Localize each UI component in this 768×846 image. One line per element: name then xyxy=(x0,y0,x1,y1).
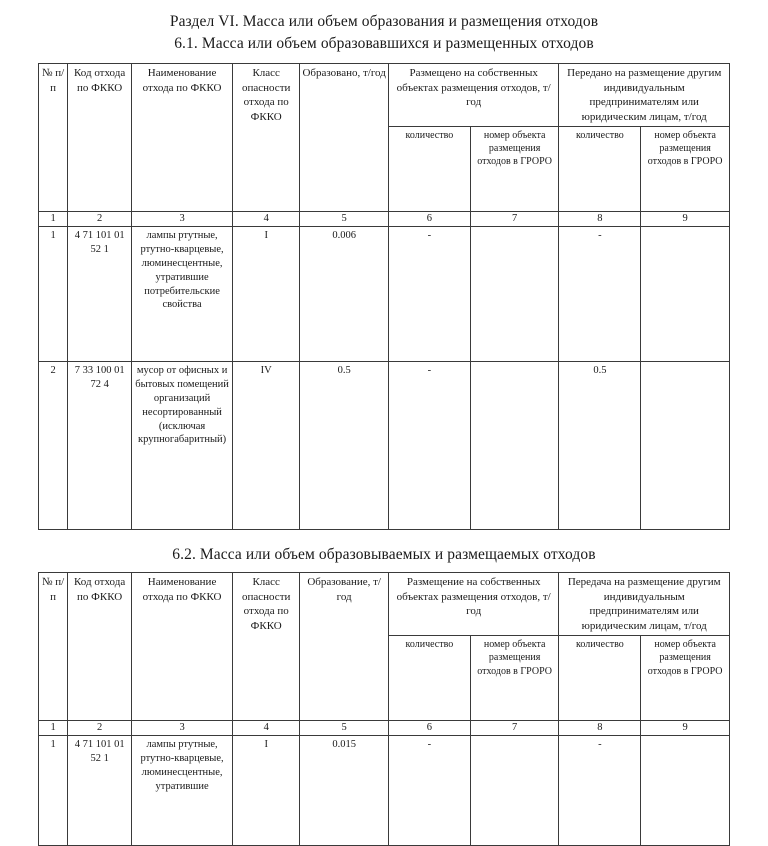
header-own-groro-number: номер объекта размещения отходов в ГРОРО xyxy=(470,127,559,212)
column-number: 4 xyxy=(233,212,300,227)
column-number: 7 xyxy=(470,721,559,736)
column-number: 2 xyxy=(68,721,132,736)
cell-transfer-quantity: - xyxy=(559,736,641,846)
column-number: 8 xyxy=(559,212,641,227)
header-group-own-placement: Размещено на собственных объектах размещения отходов, т/год xyxy=(388,64,558,127)
cell-own-quantity: - xyxy=(388,227,470,362)
cell-transfer-quantity: - xyxy=(559,227,641,362)
header-transfer-quantity: количество xyxy=(559,127,641,212)
header-num: № п/п xyxy=(39,64,68,212)
cell-hazard-class: IV xyxy=(233,362,300,530)
column-number: 6 xyxy=(388,721,470,736)
cell-num: 1 xyxy=(39,227,68,362)
column-number: 8 xyxy=(559,721,641,736)
cell-generated: 0.006 xyxy=(300,227,389,362)
cell-num: 2 xyxy=(39,362,68,530)
cell-transfer-groro xyxy=(641,227,730,362)
cell-own-groro xyxy=(470,227,559,362)
header-code: Код отхода по ФККО xyxy=(68,64,132,212)
header-hazard-class: Класс опасности отхода по ФККО xyxy=(233,573,300,721)
cell-name: лампы ртутные, ртутно-кварцевые, люминесцентные, утратившие xyxy=(132,736,233,846)
table-6-2-body xyxy=(39,736,730,846)
header-generation: Образование, т/год xyxy=(300,573,389,721)
cell-code: 4 71 101 01 52 1 xyxy=(68,736,132,846)
table-row xyxy=(39,736,730,846)
title-block xyxy=(0,0,768,55)
cell-num: 1 xyxy=(39,736,68,846)
table-row xyxy=(39,362,730,530)
header-name: Наименование отхода по ФККО xyxy=(132,64,233,212)
section-title: Раздел VI. Масса или объем образования и размещения отходов xyxy=(169,13,599,30)
header-num: № п/п xyxy=(39,573,68,721)
header-own-groro-number: номер объекта размещения отходов в ГРОРО xyxy=(470,636,559,721)
column-number: 2 xyxy=(68,212,132,227)
cell-own-quantity: - xyxy=(388,736,470,846)
cell-own-quantity: - xyxy=(388,362,470,530)
column-number: 1 xyxy=(39,721,68,736)
table-row xyxy=(39,227,730,362)
header-group-own-placement: Размещение на собственных объектах размещения отходов, т/год xyxy=(388,573,558,636)
header-transfer-quantity: количество xyxy=(559,636,641,721)
subsection-1-title: 6.1. Масса или объем образовавшихся и размещенных отходов xyxy=(174,35,594,52)
table-6-1-body xyxy=(39,227,730,530)
column-number: 5 xyxy=(300,721,389,736)
table-6-2-wrapper xyxy=(38,572,730,846)
column-number: 9 xyxy=(641,212,730,227)
cell-code: 4 71 101 01 52 1 xyxy=(68,227,132,362)
cell-generation: 0.015 xyxy=(300,736,389,846)
cell-generated: 0.5 xyxy=(300,362,389,530)
table-6-1-wrapper xyxy=(38,63,730,530)
header-group-transfer-placement: Передача на размещение другим индивидуальным предпринимателям или юридическим лицам, т/год xyxy=(559,573,730,636)
cell-hazard-class: I xyxy=(233,227,300,362)
header-own-quantity: количество xyxy=(388,127,470,212)
table-6-1-numbering-row xyxy=(39,212,730,227)
subsection-2-title: 6.2. Масса или объем образовываемых и размещаемых отходов xyxy=(172,546,596,564)
table-6-1 xyxy=(38,63,730,530)
table-6-1-header-row-main xyxy=(39,64,730,127)
column-number: 5 xyxy=(300,212,389,227)
cell-own-groro xyxy=(470,736,559,846)
column-number: 6 xyxy=(388,212,470,227)
header-hazard-class: Класс опасности отхода по ФККО xyxy=(233,64,300,212)
header-group-transfer-placement: Передано на размещение другим индивидуальным предпринимателям или юридическим лицам, т/год xyxy=(559,64,730,127)
table-6-2-header-row-main xyxy=(39,573,730,636)
cell-code: 7 33 100 01 72 4 xyxy=(68,362,132,530)
cell-name: лампы ртутные, ртутно-кварцевые, люминесцентные, утратившие потребительские свойства xyxy=(132,227,233,362)
header-own-quantity: количество xyxy=(388,636,470,721)
column-number: 3 xyxy=(132,212,233,227)
cell-transfer-quantity: 0.5 xyxy=(559,362,641,530)
cell-transfer-groro xyxy=(641,736,730,846)
cell-own-groro xyxy=(470,362,559,530)
column-number: 7 xyxy=(470,212,559,227)
column-number: 3 xyxy=(132,721,233,736)
cell-name: мусор от офисных и бытовых помещений организаций несортированный (исключая крупногабаритный) xyxy=(132,362,233,530)
column-number: 1 xyxy=(39,212,68,227)
cell-transfer-groro xyxy=(641,362,730,530)
table-6-2-numbering-row xyxy=(39,721,730,736)
header-transfer-groro-number: номер объекта размещения отходов в ГРОРО xyxy=(641,127,730,212)
table-6-1-head xyxy=(39,64,730,227)
header-code: Код отхода по ФККО xyxy=(68,573,132,721)
column-number: 9 xyxy=(641,721,730,736)
table-6-2 xyxy=(38,572,730,846)
cell-hazard-class: I xyxy=(233,736,300,846)
header-transfer-groro-number: номер объекта размещения отходов в ГРОРО xyxy=(641,636,730,721)
column-number: 4 xyxy=(233,721,300,736)
header-generated: Образовано, т/год xyxy=(300,64,389,212)
table-6-2-head xyxy=(39,573,730,736)
header-name: Наименование отхода по ФККО xyxy=(132,573,233,721)
